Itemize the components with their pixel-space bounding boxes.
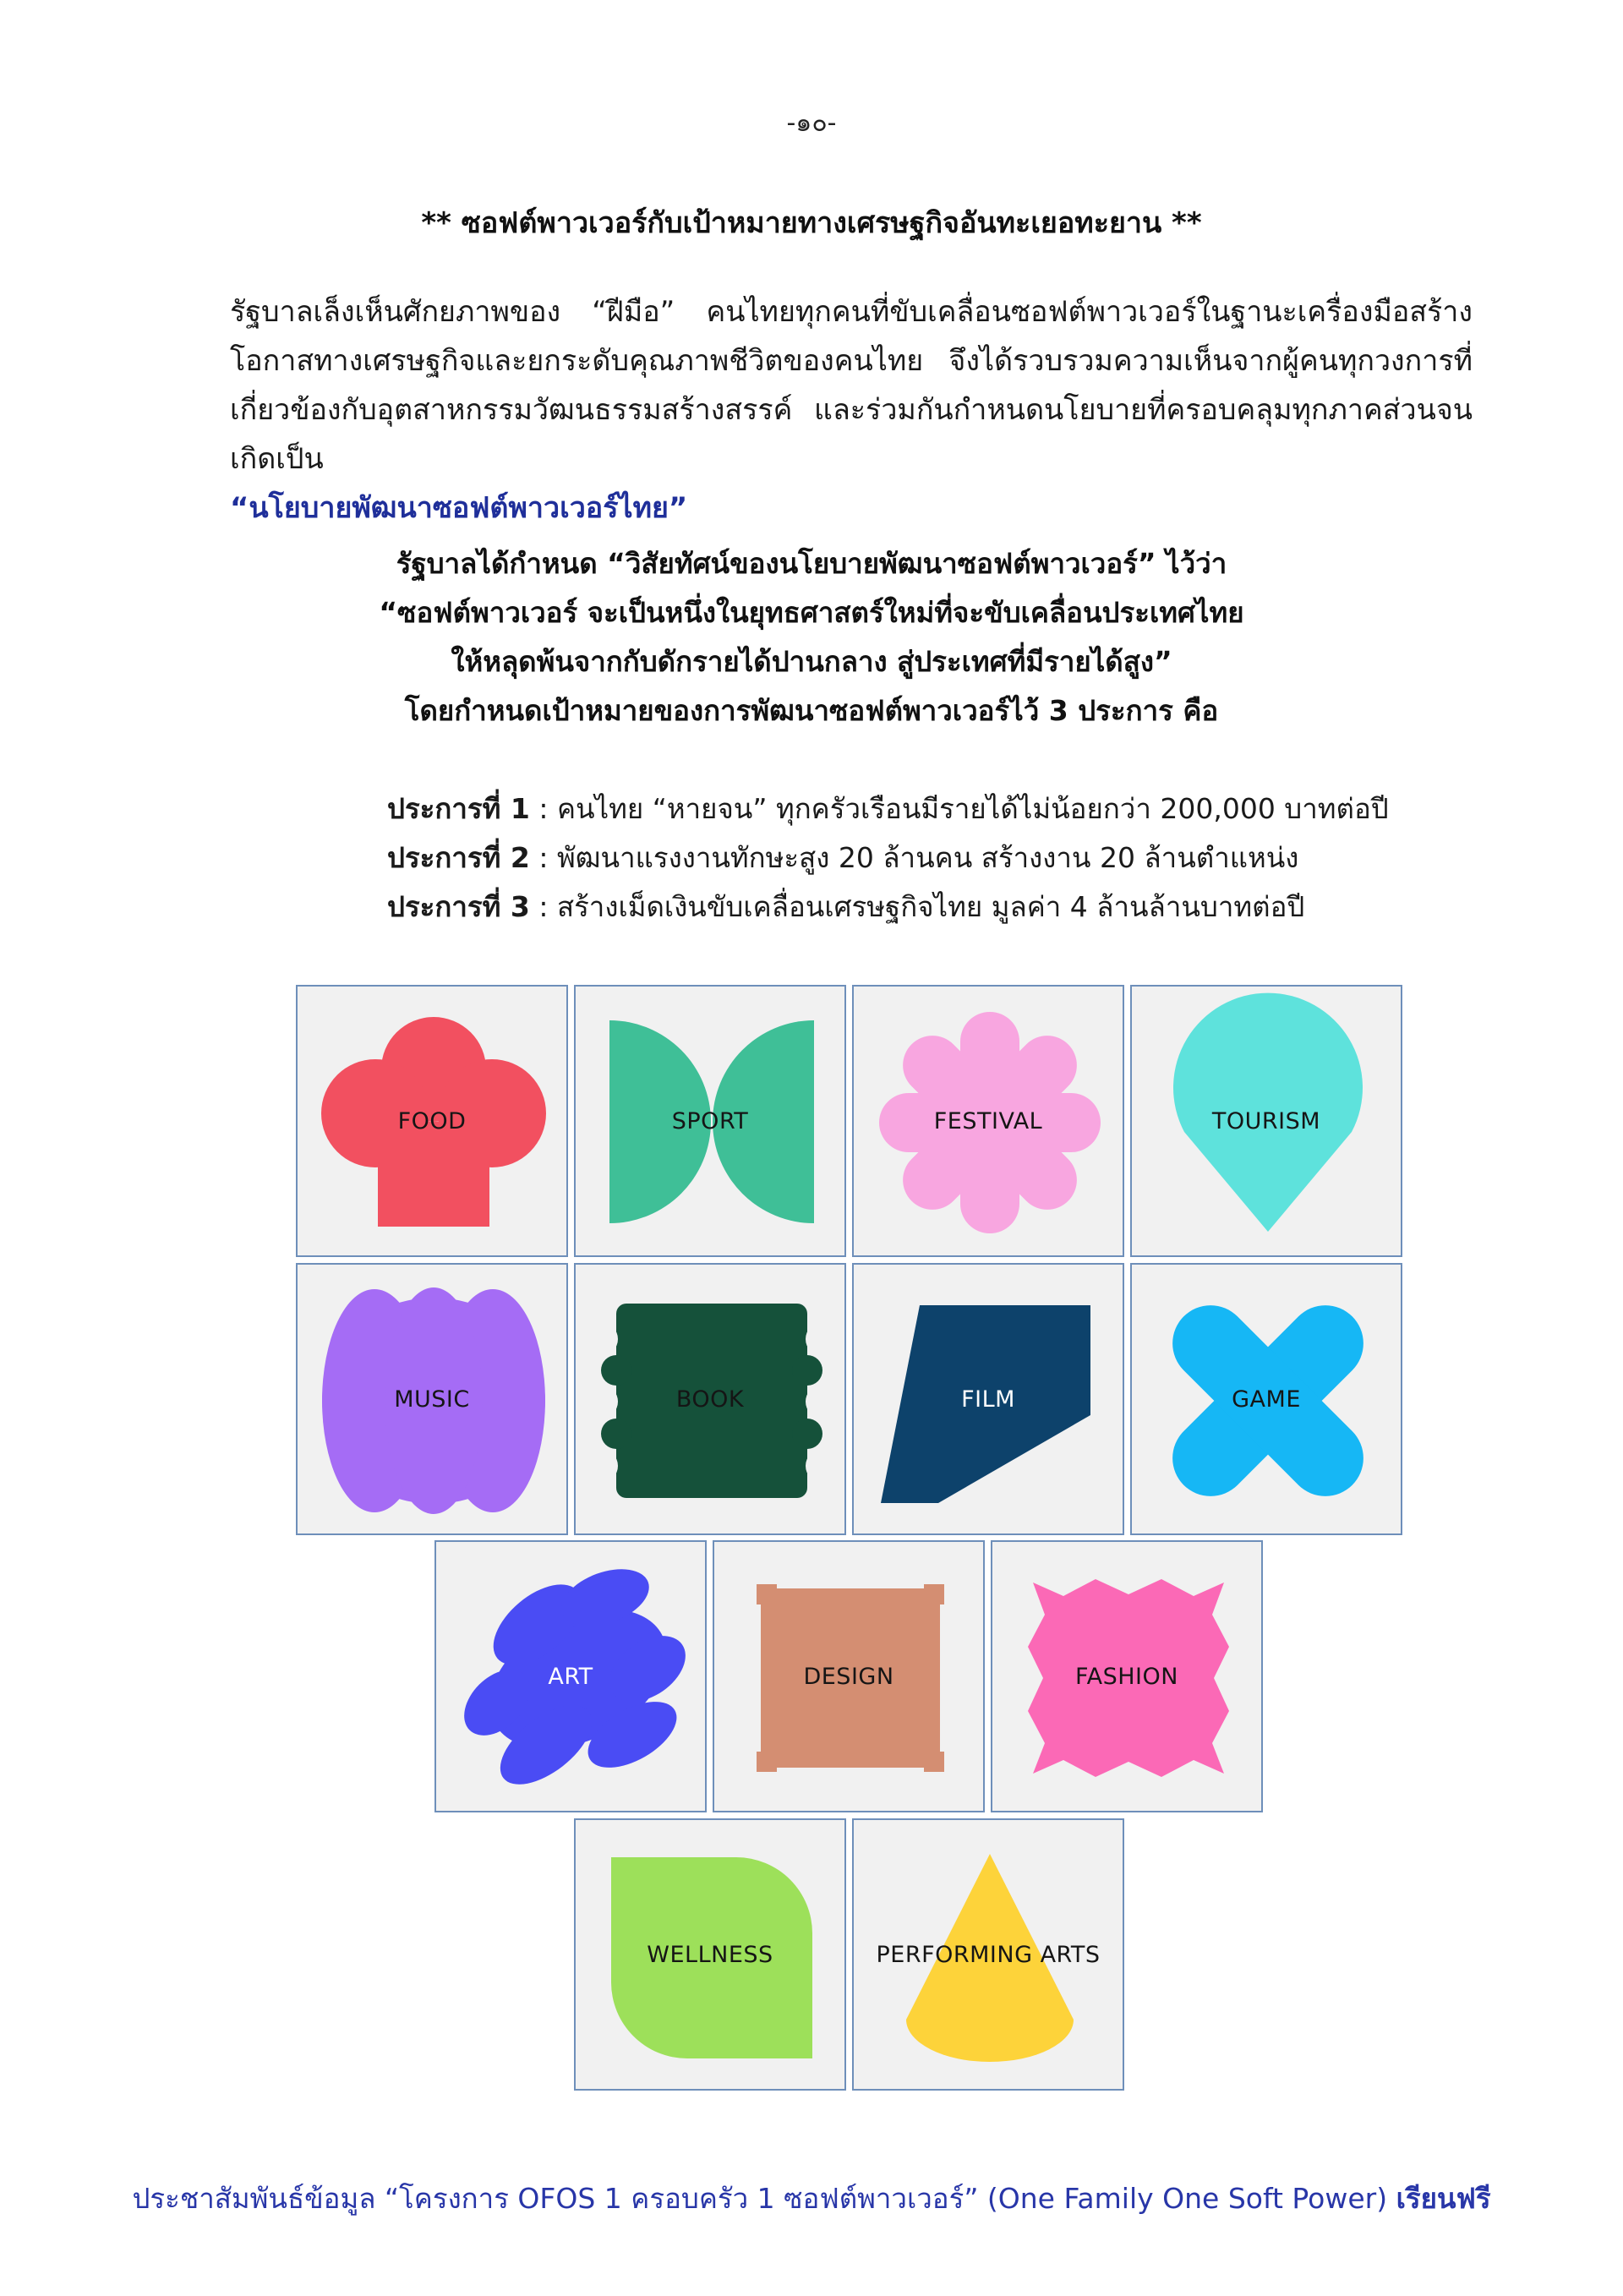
tile-performing-arts (852, 1818, 1124, 2091)
tile-art (434, 1540, 707, 1812)
goal-text: : คนไทย “หายจน” ทุกครัวเรือนมีรายได้ไม่น้อยกว่า 200,000 บาทต่อปี (529, 792, 1389, 825)
tile-label-fashion: FASHION (1075, 1664, 1178, 1690)
tile-festival (852, 985, 1124, 1257)
tile-food (296, 985, 568, 1257)
tile-design (713, 1540, 985, 1812)
goal-text: : สร้างเม็ดเงินขับเคลื่อนเศรษฐกิจไทย มูลค่า 4 ล้านล้านบาทต่อปี (529, 890, 1305, 923)
tile-label-performing-arts: PERFORMING ARTS (876, 1942, 1101, 1968)
vision-line-4: โดยกำหนดเป้าหมายของการพัฒนาซอฟต์พาวเวอร์ไว้ 3 ประการ คือ (404, 694, 1219, 727)
footer-text: ประชาสัมพันธ์ข้อมูล “โครงการ OFOS 1 ครอบครัว 1 ซอฟต์พาวเวอร์” (One Family One Soft Power) (132, 2182, 1396, 2215)
vision-line-1: รัฐบาลได้กำหนด “วิสัยทัศน์ของนโยบายพัฒนาซอฟต์พาวเวอร์” ไว้ว่า (396, 547, 1227, 580)
tile-label-festival: FESTIVAL (933, 1108, 1043, 1134)
tile-tourism (1130, 985, 1402, 1257)
goal-label: ประการที่ 1 (387, 792, 530, 825)
page-number: -๑๐- (786, 108, 837, 138)
tile-label-film: FILM (961, 1386, 1015, 1413)
tile-label-tourism: TOURISM (1211, 1108, 1321, 1134)
tile-book (574, 1263, 846, 1535)
intro-text: รัฐบาลเล็งเห็นศักยภาพของ “ฝีมือ” คนไทยทุกคนที่ขับเคลื่อนซอฟต์พาวเวอร์ในฐานะเครื่องมือสร้างโอกาสทางเศรษฐกิจและยกระดับคุณภาพชีวิตของคนไทย จึงได้รวบรวมความเห็นจากผู้คนทุกวงการที่เกี่ยวข้องกับอุตสาหกรรมวัฒนธรรมสร้างสรรค์ และร่วมกันกำหนดนโยบายที่ครอบคลุมทุกภาคส่วนจนเกิดเป็น (230, 295, 1473, 476)
tile-label-design: DESIGN (803, 1664, 894, 1690)
tile-label-music: MUSIC (394, 1386, 470, 1413)
tile-game (1130, 1263, 1402, 1535)
tile-label-book: BOOK (675, 1386, 745, 1413)
page-title: ** ซอฟต์พาวเวอร์กับเป้าหมายทางเศรษฐกิจอันทะเยอทะยาน ** (421, 206, 1202, 240)
tile-label-game: GAME (1232, 1386, 1301, 1413)
tile-music (296, 1263, 568, 1535)
tile-wellness (574, 1818, 846, 2091)
goal-label: ประการที่ 2 (387, 841, 530, 874)
tile-sport (574, 985, 846, 1257)
policy-name: “นโยบายพัฒนาซอฟต์พาวเวอร์ไทย” (230, 491, 688, 525)
goal-label: ประการที่ 3 (387, 890, 530, 923)
footer (0, 2176, 1623, 2221)
vision-line-3: ให้หลุดพ้นจากกับดักรายได้ปานกลาง สู่ประเทศที่มีรายได้สูง” (451, 645, 1172, 678)
tile-label-art: ART (548, 1664, 593, 1690)
footer-free-label: เรียนฟรี (1396, 2182, 1491, 2215)
tile-film (852, 1263, 1124, 1535)
tile-label-sport: SPORT (671, 1108, 749, 1134)
vision-line-2: “ซอฟต์พาวเวอร์ จะเป็นหนึ่งในยุทธศาสตร์ใหม่ที่จะขับเคลื่อนประเทศไทย (379, 596, 1244, 629)
tile-label-wellness: WELLNESS (647, 1942, 773, 1968)
tile-label-food: FOOD (397, 1108, 467, 1134)
tile-fashion (991, 1540, 1263, 1812)
goal-text: : พัฒนาแรงงานทักษะสูง 20 ล้านคน สร้างงาน 20 ล้านตำแหน่ง (529, 841, 1299, 874)
